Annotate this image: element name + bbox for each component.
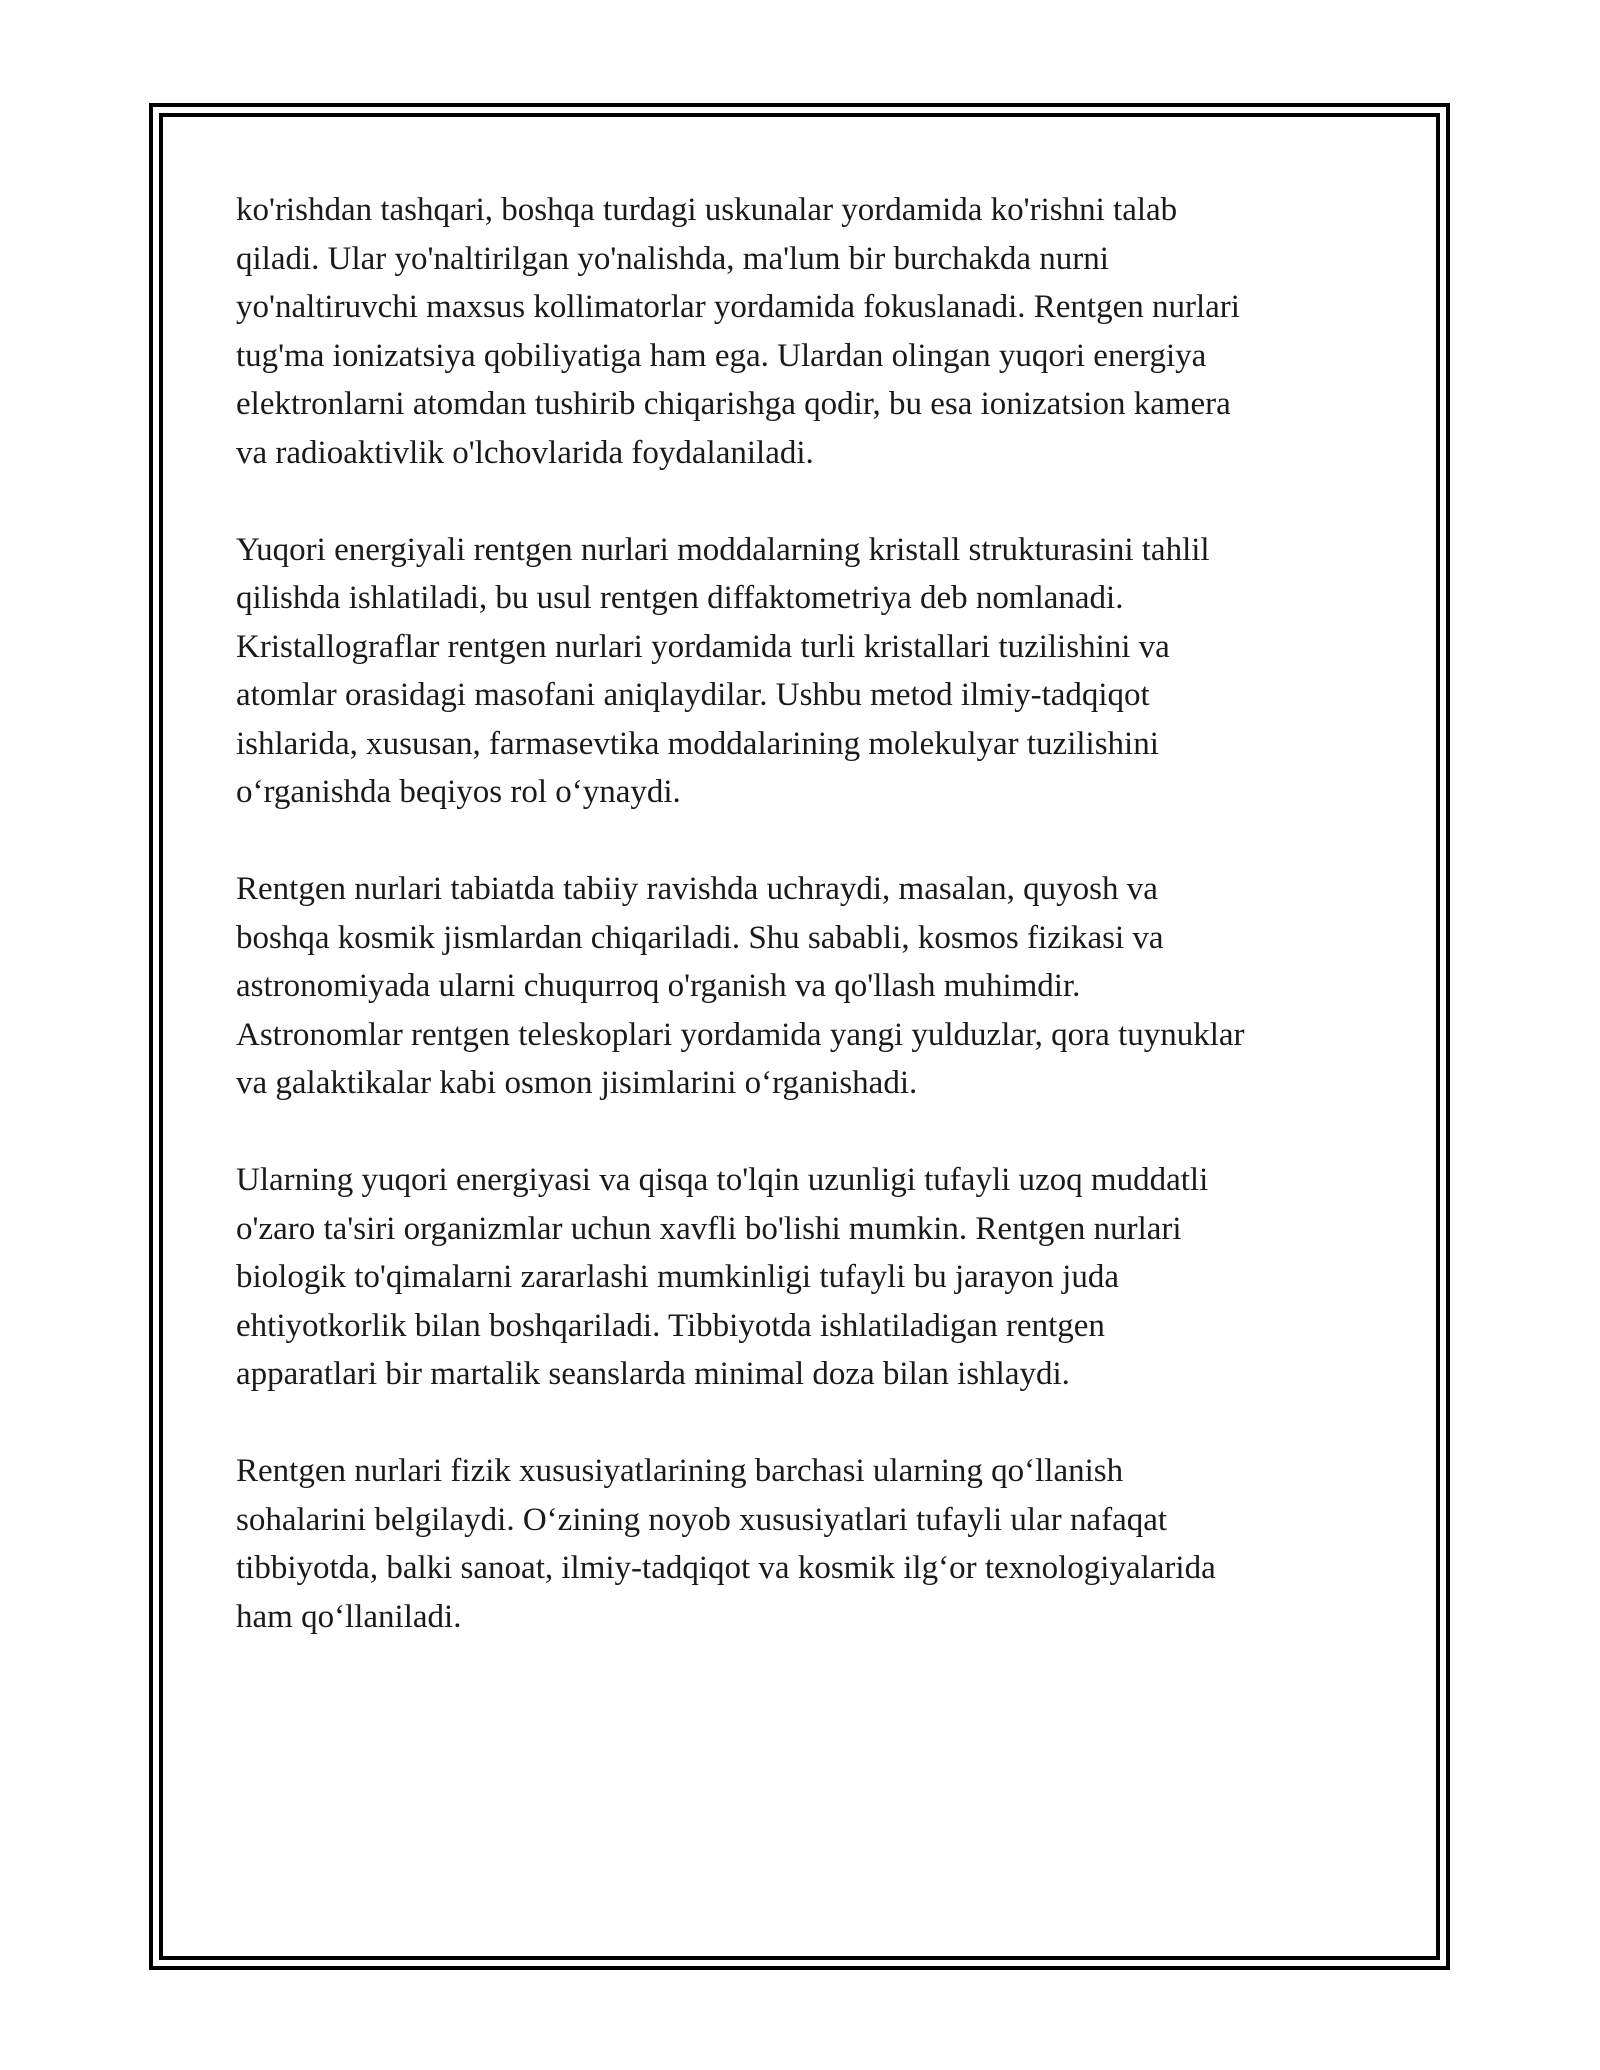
text-line: atomlar orasidagi masofani aniqlaydilar. Ushbu metod ilmiy-tadqiqot — [236, 677, 1150, 713]
text-line: Rentgen nurlari tabiatda tabiiy ravishda uchraydi, masalan, quyosh va — [236, 871, 1158, 907]
text-line: biologik to'qimalarni zararlashi mumkinligi tufayli bu jarayon juda — [236, 1259, 1119, 1295]
text-line: qilishda ishlatiladi, bu usul rentgen diffaktometriya deb nomlanadi. — [236, 580, 1124, 616]
text-line: astronomiyada ularni chuqurroq o'rganish va qo'llash muhimdir. — [236, 968, 1081, 1004]
text-line: Ularning yuqori energiyasi va qisqa to'lqin uzunligi tufayli uzoq muddatli — [236, 1162, 1209, 1198]
text-line: ishlarida, xususan, farmasevtika moddalarining molekulyar tuzilishini — [236, 725, 1159, 762]
text-line: tug'ma ionizatsiya qobiliyatiga ham ega. Ulardan olingan yuqori energiya — [236, 337, 1207, 374]
text-line: tibbiyotda, balki sanoat, ilmiy-tadqiqot va kosmik ilg‘or texnologiyalarida — [236, 1550, 1216, 1586]
text-line: boshqa kosmik jismlardan chiqariladi. Shu sababli, kosmos fizikasi va — [236, 919, 1164, 956]
paragraph-4 — [236, 1156, 1366, 1399]
text-line: yo'naltiruvchi maxsus kollimatorlar yordamida fokuslanadi. Rentgen nurlari — [236, 289, 1240, 325]
text-line: ko'rishdan tashqari, boshqa turdagi uskunalar yordamida ko'rishni talab — [236, 192, 1178, 228]
text-line: qiladi. Ular yo'naltirilgan yo'nalishda, ma'lum bir burchakda nurni — [236, 240, 1109, 277]
text-line: Kristallograflar rentgen nurlari yordamida turli kristallari tuzilishini va — [236, 628, 1170, 665]
text-line: va radioaktivlik o'lchovlarida foydalaniladi. — [236, 434, 814, 471]
text-line: ham qo‘llaniladi. — [236, 1598, 462, 1635]
paragraph-2 — [236, 526, 1366, 817]
document-body — [236, 186, 1366, 1690]
text-line: apparatlari bir martalik seanslarda minimal doza bilan ishlaydi. — [236, 1356, 1070, 1392]
paragraph-5 — [236, 1447, 1366, 1641]
text-line: va galaktikalar kabi osmon jisimlarini o‘rganishadi. — [236, 1065, 918, 1101]
text-line: o'zaro ta'siri organizmlar uchun xavfli bo'lishi mumkin. Rentgen nurlari — [236, 1210, 1182, 1247]
paragraph-3 — [236, 865, 1366, 1108]
text-line: sohalarini belgilaydi. O‘zining noyob xususiyatlari tufayli ular nafaqat — [236, 1501, 1168, 1538]
text-line: elektronlarni atomdan tushirib chiqarishga qodir, bu esa ionizatsion kamera — [236, 386, 1231, 422]
text-line: Yuqori energiyali rentgen nurlari moddalarning kristall strukturasini tahlil — [236, 531, 1210, 568]
text-line: Rentgen nurlari fizik xususiyatlarining barchasi ularning qo‘llanish — [236, 1453, 1124, 1489]
text-line: Astronomlar rentgen teleskoplari yordamida yangi yulduzlar, qora tuynuklar — [236, 1016, 1245, 1053]
text-line: o‘rganishda beqiyos rol o‘ynaydi. — [236, 774, 681, 810]
text-line: ehtiyotkorlik bilan boshqariladi. Tibbiyotda ishlatiladigan rentgen — [236, 1307, 1105, 1344]
paragraph-1 — [236, 186, 1366, 477]
